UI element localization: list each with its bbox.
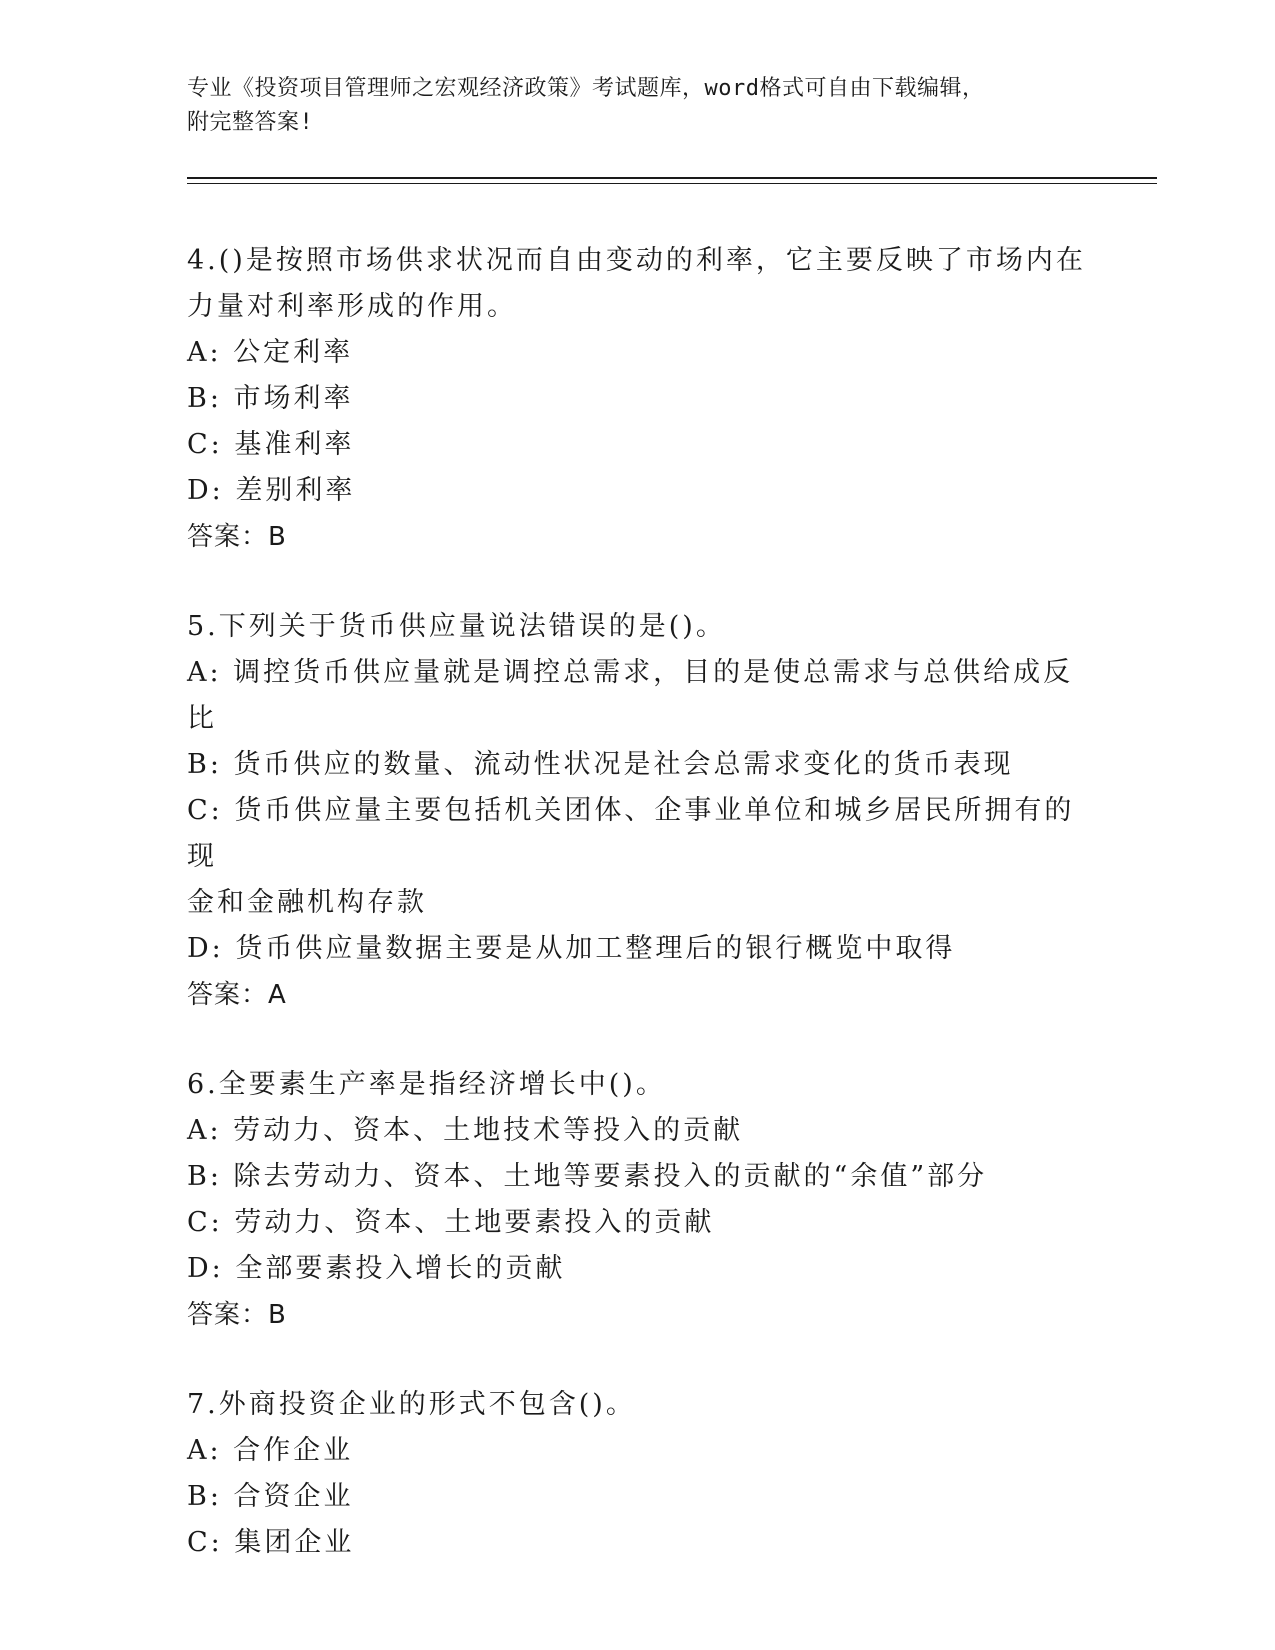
question-stem-line: 4.()是按照市场供求状况而自由变动的利率，它主要反映了市场内在 (187, 245, 1086, 276)
answer-option-line: B: 除去劳动力、资本、土地等要素投入的贡献的“余值”部分 (187, 1161, 988, 1192)
answer-option-line: D: 全部要素投入增长的贡献 (187, 1253, 566, 1284)
document-header (187, 72, 1087, 140)
answer-option-line: C: 基准利率 (187, 429, 355, 460)
answer-option-line: 金和金融机构存款 (187, 887, 427, 918)
question-stem-line: 6.全要素生产率是指经济增长中()。 (187, 1069, 666, 1100)
answer-option-line: C: 劳动力、资本、土地要素投入的贡献 (187, 1207, 715, 1238)
answer-option-line: D: 差别利率 (187, 475, 356, 506)
question-block (187, 604, 1087, 1018)
answer-option-line: C: 集团企业 (187, 1527, 355, 1558)
answer-option-line: B: 合资企业 (187, 1481, 354, 1512)
header-line-2: 附完整答案! (187, 110, 314, 135)
answer-option-line: C: 货币供应量主要包括机关团体、企事业单位和城乡居民所拥有的现 (187, 795, 1075, 872)
question-block (187, 1062, 1087, 1338)
header-divider-thin (187, 183, 1157, 184)
question-stem-line: 7.外商投资企业的形式不包含()。 (187, 1389, 636, 1420)
question-list (187, 238, 1087, 1610)
answer-key: 答案：A (187, 980, 287, 1010)
answer-option-line: B: 货币供应的数量、流动性状况是社会总需求变化的货币表现 (187, 749, 1014, 780)
answer-option-line: A: 公定利率 (187, 337, 354, 368)
answer-key: 答案：B (187, 522, 287, 552)
answer-key: 答案：B (187, 1300, 287, 1330)
answer-option-line: D: 货币供应量数据主要是从加工整理后的银行概览中取得 (187, 933, 956, 964)
answer-option-line: A: 合作企业 (187, 1435, 354, 1466)
question-stem-line: 力量对利率形成的作用。 (187, 291, 517, 322)
question-block (187, 1382, 1087, 1566)
header-divider-thick (187, 177, 1157, 179)
answer-option-line: A: 调控货币供应量就是调控总需求，目的是使总需求与总供给成反比 (187, 657, 1074, 734)
question-stem-line: 5.下列关于货币供应量说法错误的是()。 (187, 611, 726, 642)
question-block (187, 238, 1087, 560)
header-line-1: 专业《投资项目管理师之宏观经济政策》考试题库，word格式可自由下载编辑， (187, 76, 985, 101)
answer-option-line: A: 劳动力、资本、土地技术等投入的贡献 (187, 1115, 744, 1146)
answer-option-line: B: 市场利率 (187, 383, 354, 414)
